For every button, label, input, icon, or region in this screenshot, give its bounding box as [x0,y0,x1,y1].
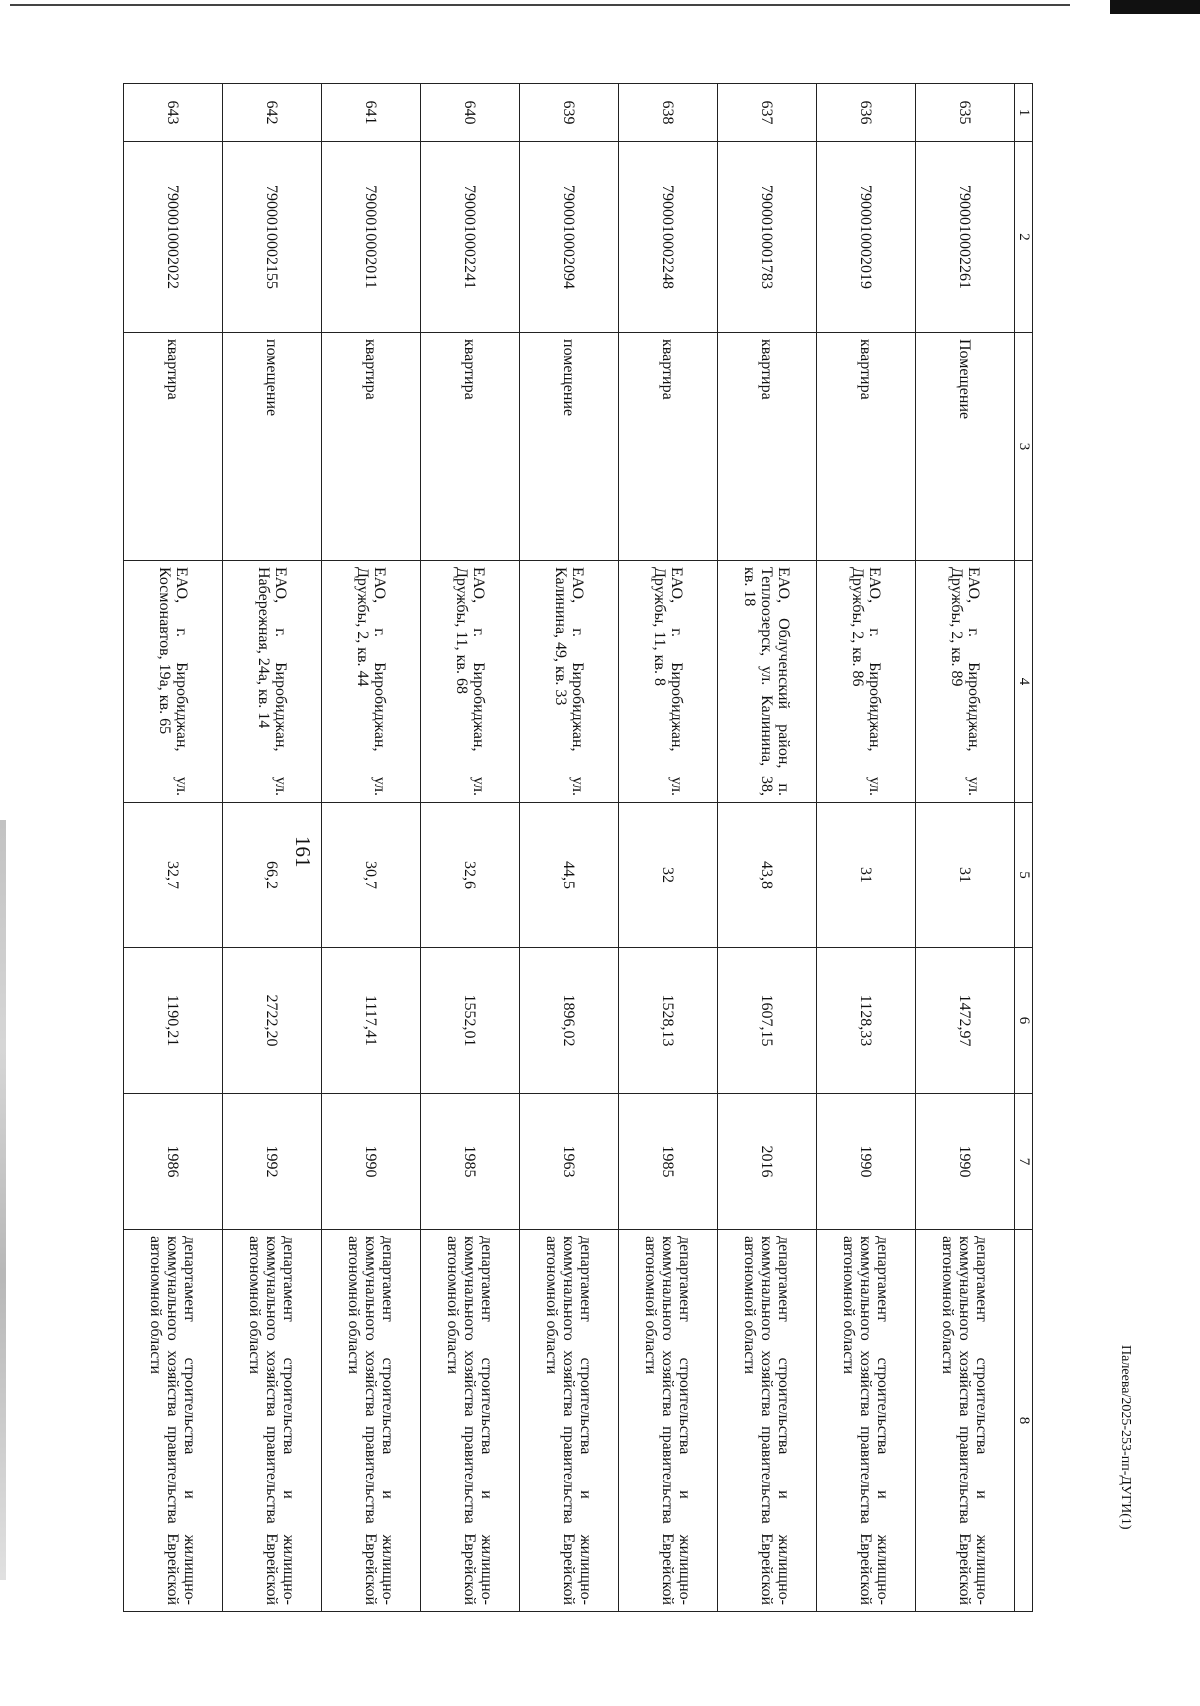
owner: департамент строительства и жилищно-коммунального хозяйства правительства Еврейской автономной области [916,1230,1015,1612]
area: 32,7 [124,803,223,948]
year: 1985 [421,1094,520,1230]
table-row [520,84,619,1612]
cadastral-number: 7900010002248 [619,142,718,333]
cost: 1607,15 [718,948,817,1094]
address: ЕАО, г. Биробиджан, ул. Калинина, 49, кв. 33 [520,561,619,803]
year: 1986 [124,1094,223,1230]
row-number: 637 [718,84,817,142]
owner: департамент строительства и жилищно-коммунального хозяйства правительства Еврейской автономной области [223,1230,322,1612]
owner: департамент строительства и жилищно-коммунального хозяйства правительства Еврейской автономной области [619,1230,718,1612]
column-header: 3 [1015,333,1033,561]
table-row [817,84,916,1612]
owner: департамент строительства и жилищно-коммунального хозяйства правительства Еврейской автономной области [322,1230,421,1612]
property-table [123,83,1033,1612]
object-type: Помещение [916,333,1015,561]
cadastral-number: 7900010002019 [817,142,916,333]
area: 31 [817,803,916,948]
object-type: квартира [718,333,817,561]
table-row [124,84,223,1612]
area: 44,5 [520,803,619,948]
table-header-row [1015,84,1033,1612]
owner: департамент строительства и жилищно-коммунального хозяйства правительства Еврейской автономной области [421,1230,520,1612]
cadastral-number: 7900010002155 [223,142,322,333]
column-header: 7 [1015,1094,1033,1230]
year: 1990 [916,1094,1015,1230]
object-type: квартира [619,333,718,561]
area: 32,6 [421,803,520,948]
row-number: 643 [124,84,223,142]
area: 32 [619,803,718,948]
object-type: помещение [520,333,619,561]
address: ЕАО, г. Биробиджан, ул. Космонавтов, 19а, кв. 65 [124,561,223,803]
column-header: 4 [1015,561,1033,803]
year: 2016 [718,1094,817,1230]
cost: 1552,01 [421,948,520,1094]
table-row [421,84,520,1612]
year: 1992 [223,1094,322,1230]
row-number: 640 [421,84,520,142]
address: ЕАО, г. Биробиджан, ул. Дружбы, 11, кв. 8 [619,561,718,803]
year: 1985 [619,1094,718,1230]
row-number: 641 [322,84,421,142]
object-type: квартира [322,333,421,561]
cadastral-number: 7900010002011 [322,142,421,333]
page-number: 161 [291,836,315,868]
cost: 1117,41 [322,948,421,1094]
object-type: квартира [124,333,223,561]
cost: 2722,20 [223,948,322,1094]
table-row [619,84,718,1612]
area: 66,2 [223,803,322,948]
object-type: квартира [421,333,520,561]
column-header: 8 [1015,1230,1033,1612]
area: 43,8 [718,803,817,948]
table-row [322,84,421,1612]
column-header: 2 [1015,142,1033,333]
cadastral-number: 7900010001783 [718,142,817,333]
address: ЕАО, г. Биробиджан, ул. Набережная, 24а, кв. 14 [223,561,322,803]
year: 1990 [322,1094,421,1230]
column-header: 5 [1015,803,1033,948]
table-row [916,84,1015,1612]
object-type: квартира [817,333,916,561]
cadastral-number: 7900010002022 [124,142,223,333]
owner: департамент строительства и жилищно-коммунального хозяйства правительства Еврейской автономной области [520,1230,619,1612]
address: ЕАО, г. Биробиджан, ул. Дружбы, 2, кв. 89 [916,561,1015,803]
table-row [718,84,817,1612]
cost: 1896,02 [520,948,619,1094]
address: ЕАО, г. Биробиджан, ул. Дружбы, 2, кв. 44 [322,561,421,803]
row-number: 642 [223,84,322,142]
area: 31 [916,803,1015,948]
row-number: 636 [817,84,916,142]
row-number: 639 [520,84,619,142]
cost: 1528,13 [619,948,718,1094]
column-header: 1 [1015,84,1033,142]
row-number: 635 [916,84,1015,142]
address: ЕАО, г. Биробиджан, ул. Дружбы, 11, кв. 68 [421,561,520,803]
owner: департамент строительства и жилищно-коммунального хозяйства правительства Еврейской автономной области [817,1230,916,1612]
table-row [223,84,322,1612]
cost: 1472,97 [916,948,1015,1094]
cost: 1190,21 [124,948,223,1094]
cadastral-number: 7900010002261 [916,142,1015,333]
owner: департамент строительства и жилищно-коммунального хозяйства правительства Еврейской автономной области [124,1230,223,1612]
column-header: 6 [1015,948,1033,1094]
cost: 1128,33 [817,948,916,1094]
row-number: 638 [619,84,718,142]
cadastral-number: 7900010002241 [421,142,520,333]
address: ЕАО, г. Биробиджан, ул. Дружбы, 2, кв. 86 [817,561,916,803]
owner: департамент строительства и жилищно-коммунального хозяйства правительства Еврейской автономной области [718,1230,817,1612]
footer-document-code: Палеева/2025-253-пп-ДУГИ(1) [1118,1345,1133,1530]
cadastral-number: 7900010002094 [520,142,619,333]
object-type: помещение [223,333,322,561]
year: 1963 [520,1094,619,1230]
year: 1990 [817,1094,916,1230]
address: ЕАО, Облученский район, п. Теплоозерск, ул. Калинина, 38, кв. 18 [718,561,817,803]
area: 30,7 [322,803,421,948]
